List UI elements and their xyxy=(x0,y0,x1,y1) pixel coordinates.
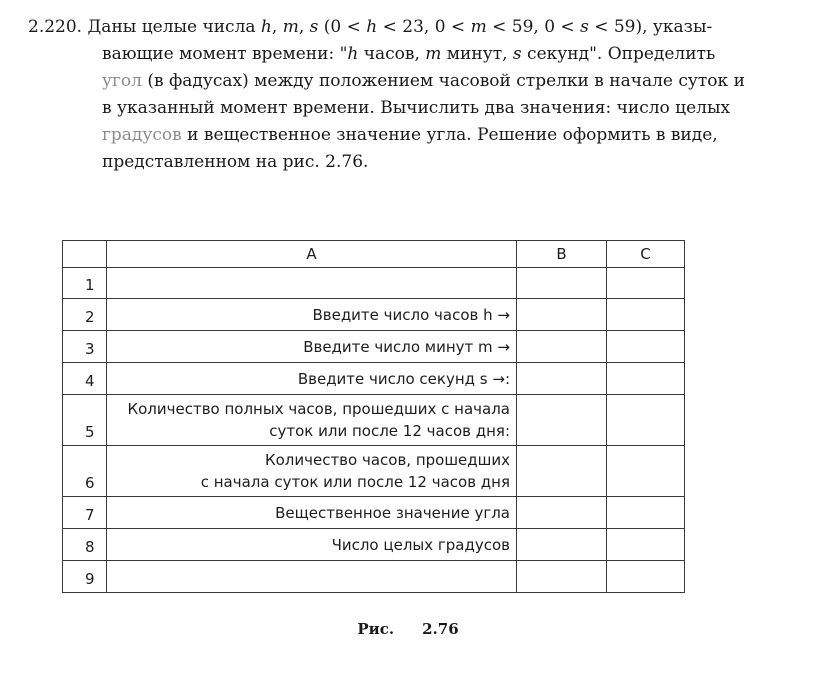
row-number[interactable]: 6 xyxy=(63,446,107,497)
problem-line-3: угол (в фадусах) между положением часовой стрелки в начале суток и xyxy=(102,71,745,91)
problem-line-6: представленном на рис. 2.76. xyxy=(102,152,369,172)
row-number[interactable]: 8 xyxy=(63,529,107,561)
column-header-a[interactable]: A xyxy=(107,241,517,268)
cell-a[interactable]: Введите число секунд s →: xyxy=(107,363,517,395)
cell-a[interactable]: Количество часов, прошедших с начала суток или после 12 часов дня xyxy=(107,446,517,497)
problem-line-4: в указанный момент времени. Вычислить два значения: число целых xyxy=(102,98,731,118)
cell-b[interactable] xyxy=(517,529,607,561)
cell-c[interactable] xyxy=(607,395,685,446)
cell-b[interactable] xyxy=(517,395,607,446)
cell-c[interactable] xyxy=(607,561,685,593)
spreadsheet-table xyxy=(62,240,685,593)
problem-number: 2.220. xyxy=(28,17,83,37)
table-row xyxy=(63,363,685,395)
cell-a[interactable] xyxy=(107,268,517,299)
cell-c[interactable] xyxy=(607,299,685,331)
row-number[interactable]: 1 xyxy=(63,268,107,299)
cell-c[interactable] xyxy=(607,497,685,529)
cell-b[interactable] xyxy=(517,268,607,299)
table-row xyxy=(63,561,685,593)
column-header-b[interactable]: B xyxy=(517,241,607,268)
cell-a[interactable]: Введите число часов h → xyxy=(107,299,517,331)
problem-line-1: 2.220. Даны целые числа h, m, s (0 < h < 23, 0 < m < 59, 0 < s < 59), указы- xyxy=(28,17,713,37)
cell-c[interactable] xyxy=(607,446,685,497)
problem-line-2: вающие момент времени: "h часов, m минут, s секунд". Определить xyxy=(102,44,716,64)
table-row xyxy=(63,395,685,446)
cell-a[interactable]: Вещественное значение угла xyxy=(107,497,517,529)
row-number[interactable]: 5 xyxy=(63,395,107,446)
table-row xyxy=(63,299,685,331)
row-number[interactable]: 7 xyxy=(63,497,107,529)
cell-a[interactable]: Количество полных часов, прошедших с начала суток или после 12 часов дня: xyxy=(107,395,517,446)
cell-c[interactable] xyxy=(607,331,685,363)
cell-c[interactable] xyxy=(607,268,685,299)
cell-a[interactable]: Число целых градусов xyxy=(107,529,517,561)
cell-b[interactable] xyxy=(517,331,607,363)
cell-b[interactable] xyxy=(517,497,607,529)
row-number[interactable]: 9 xyxy=(63,561,107,593)
problem-text xyxy=(28,14,794,176)
corner-cell xyxy=(63,241,107,268)
column-header-c[interactable]: C xyxy=(607,241,685,268)
table-row xyxy=(63,268,685,299)
table-row xyxy=(63,446,685,497)
table-row xyxy=(63,497,685,529)
problem-line-5: градусов и вещественное значение угла. Решение оформить в виде, xyxy=(102,125,718,145)
cell-a[interactable]: Введите число минут m → xyxy=(107,331,517,363)
row-number[interactable]: 2 xyxy=(63,299,107,331)
cell-c[interactable] xyxy=(607,529,685,561)
caption-label: Рис. xyxy=(357,620,395,638)
row-number[interactable]: 4 xyxy=(63,363,107,395)
caption-number: 2.76 xyxy=(422,620,459,638)
cell-b[interactable] xyxy=(517,561,607,593)
cell-a[interactable] xyxy=(107,561,517,593)
table-row xyxy=(63,529,685,561)
cell-b[interactable] xyxy=(517,363,607,395)
cell-b[interactable] xyxy=(517,446,607,497)
cell-c[interactable] xyxy=(607,363,685,395)
table-header-row xyxy=(63,241,685,268)
cell-b[interactable] xyxy=(517,299,607,331)
figure-caption xyxy=(0,620,816,638)
row-number[interactable]: 3 xyxy=(63,331,107,363)
table-row xyxy=(63,331,685,363)
